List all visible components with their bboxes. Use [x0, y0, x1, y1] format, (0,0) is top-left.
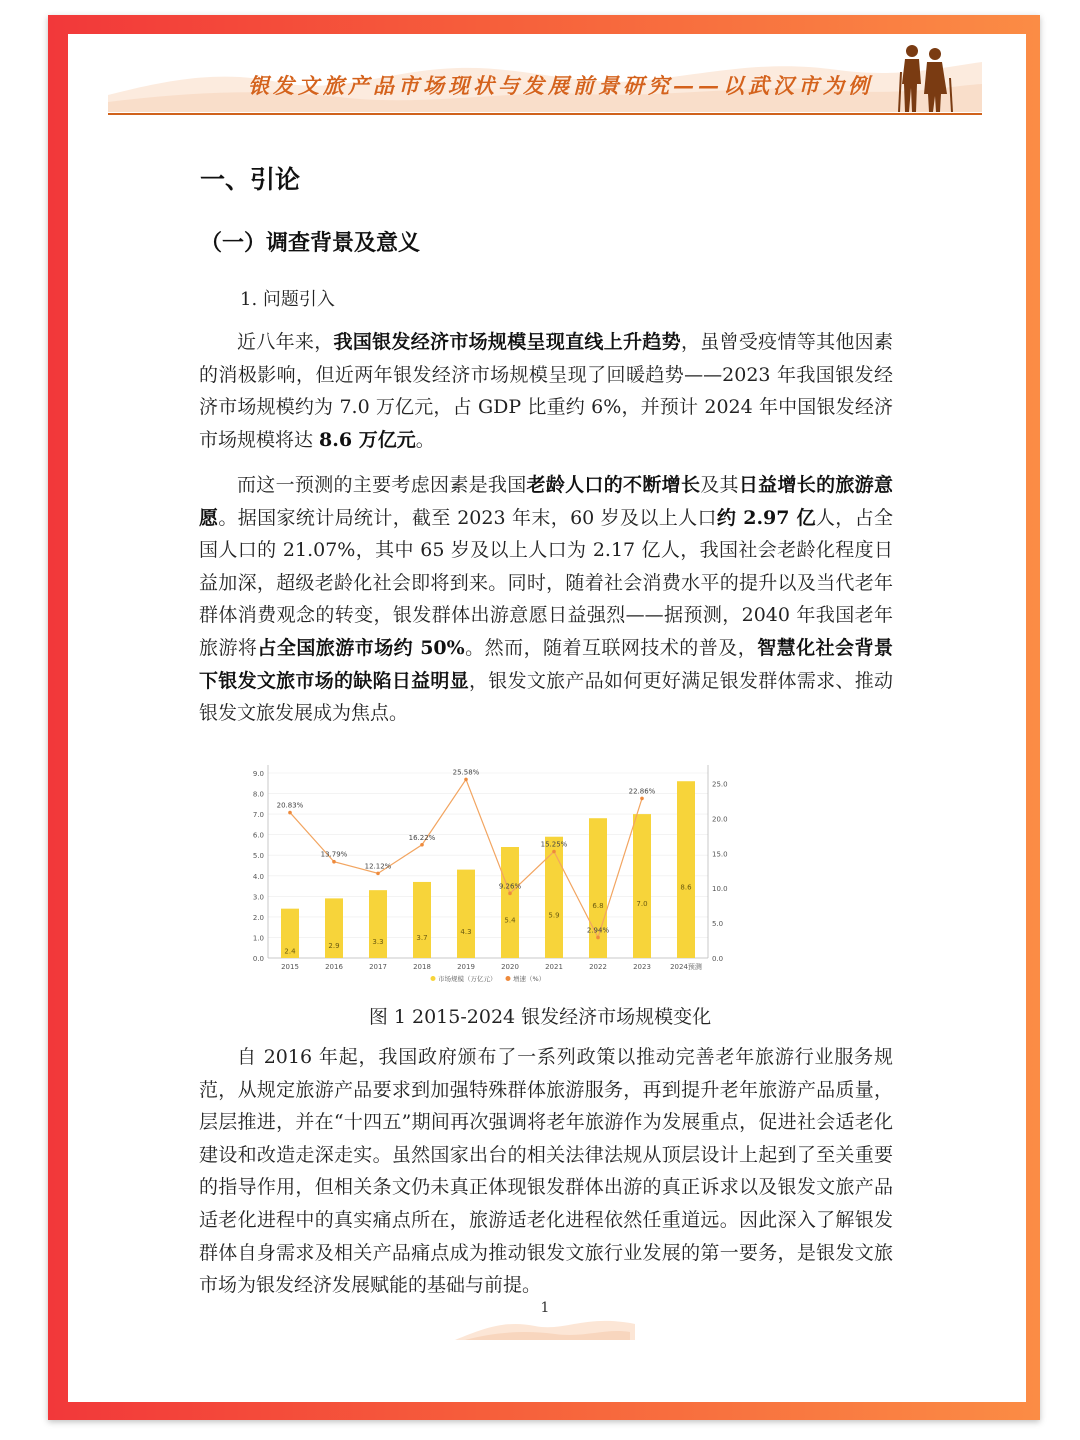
growth-point: [596, 936, 600, 940]
y2-tick-label: 0.0: [712, 955, 724, 963]
growth-value-label: 20.83%: [276, 801, 304, 810]
bar: [413, 882, 431, 958]
header-rule: [108, 113, 982, 115]
p2-bold: 智慧化社会背景下银发文旅市场的缺陷日益明显: [199, 636, 893, 692]
bar-value-label: 5.9: [548, 911, 560, 920]
growth-value-label: 13.79%: [320, 850, 348, 859]
p1-text: ，虽曾受疫情等其他因素的消极影响，但近两年银发经济市场规模呈现了回暖趋势——2023 年我国银发经济市场规模约为 7.0 万亿元，占 GDP 比重约 6%，并预计 2024 年中国银发经济市场规模将达: [199, 331, 893, 451]
p1-text: 。: [415, 428, 435, 451]
y2-tick-label: 20.0: [712, 815, 728, 824]
p1-text: 近八年来，: [237, 331, 334, 353]
y-tick-label: 2.0: [252, 913, 264, 922]
growth-value-label: 25.58%: [452, 768, 480, 777]
p3-text: 自 2016 年起，我国政府颁布了一系列政策以推动完善老年旅游行业服务规范，从规定旅游产品要求到加强特殊群体旅游服务，再到提升老年旅游产品质量，层层推进，并在“十四五”期间再次强调将老年旅游作为发展重点，促进社会适老化建设和改造走深走实。虽然国家出台的相关法律法规从顶层设计上起到了至关重要的指导作用，但相关条文仍未真正体现银发群体出游的真正诉求以及银发文旅产品适老化进程中的真实痛点所在，旅游适老化进程依然任重道远。因此深入了解银发群体自身需求及相关产品痛点成为推动银发文旅行业发展的第一要务，是银发文旅市场为银发经济发展赋能的基础与前提。: [199, 1046, 893, 1297]
growth-point: [552, 850, 556, 854]
growth-value-label: 9.26%: [498, 882, 522, 891]
growth-value-label: 2.94%: [586, 926, 610, 935]
y-tick-label: 3.0: [252, 893, 264, 902]
y2-tick-label: 25.0: [712, 780, 728, 789]
x-tick-label: 2016: [325, 963, 343, 971]
p2-bold: 日益增长的旅游意愿: [199, 474, 893, 529]
bar-value-label: 8.6: [680, 883, 692, 892]
growth-point: [464, 778, 468, 782]
p2-text: 。然而，随着互联网技术的普及，: [464, 636, 758, 659]
bar-value-label: 2.4: [284, 947, 296, 956]
legend-label-line: 增速（%）: [513, 975, 546, 983]
sub-subsection-heading: 1. 问题引入: [240, 289, 335, 310]
section-heading: 一、引论: [200, 165, 301, 194]
growth-point: [508, 892, 512, 896]
x-tick-label: 2017: [369, 963, 387, 971]
legend-label-bar: 市场规模（万亿元）: [438, 975, 497, 983]
p2-text: 而这一预测的主要考虑因素是我国: [237, 474, 527, 496]
y-tick-label: 7.0: [252, 811, 264, 820]
p2-text: 人，占全国人口的 21.07%，其中 65 岁及以上人口为 2.17 亿人，我国社会老龄化程度日益加深，超级老龄化社会即将到来。同时，随着社会消费水平的提升以及当代老年群体消费观念的转变，银发群体出游意愿日益强烈——据预测，2040 年我国老年旅游将: [199, 506, 893, 659]
growth-value-label: 12.12%: [364, 862, 392, 871]
bar-value-label: 6.8: [592, 902, 604, 911]
elderly-couple-icon: [895, 42, 955, 114]
x-tick-label: 2018: [413, 963, 431, 971]
bar-value-label: 3.7: [416, 933, 428, 942]
page-number: 1: [540, 1300, 550, 1316]
p1-bold: 我国银发经济市场规模呈现直线上升趋势: [333, 331, 681, 353]
legend-marker-bar: [431, 976, 436, 981]
p2-bold: 老龄人口的不断增长: [526, 474, 701, 496]
y2-tick-label: 15.0: [712, 850, 728, 859]
growth-value-label: 16.22%: [408, 833, 436, 842]
y2-tick-label: 5.0: [712, 920, 724, 929]
figure-caption: 图 1 2015-2024 银发经济市场规模变化: [368, 1006, 712, 1028]
y-tick-label: 6.0: [252, 831, 264, 840]
header-title: 银发文旅产品市场现状与发展前景研究——以武汉市为例: [248, 73, 873, 98]
x-tick-label: 2015: [281, 963, 299, 971]
legend-marker-line: [506, 976, 511, 981]
y-tick-label: 0.0: [252, 955, 264, 963]
y-tick-label: 9.0: [252, 770, 264, 778]
y-tick-label: 5.0: [252, 852, 264, 861]
market-size-chart: [238, 758, 728, 990]
x-tick-label: 2021: [545, 963, 563, 971]
bar-value-label: 7.0: [636, 900, 648, 909]
paragraph-2: [199, 469, 893, 730]
x-tick-label: 2020: [501, 963, 519, 971]
subsection-heading: （一）调查背景及意义: [200, 231, 421, 256]
bar-value-label: 2.9: [328, 942, 340, 951]
p1-bold: 8.6 万亿元: [319, 428, 416, 451]
paragraph-1: [199, 326, 893, 456]
y-tick-label: 1.0: [252, 934, 264, 943]
y2-tick-label: 10.0: [712, 885, 728, 894]
bar: [501, 847, 519, 958]
p2-text: 。据国家统计局统计，截至 2023 年末，60 岁及以上人口: [218, 506, 717, 529]
running-header: [108, 40, 982, 116]
growth-point: [376, 872, 380, 876]
growth-value-label: 15.25%: [540, 840, 568, 849]
bar: [545, 837, 563, 958]
bar-value-label: 4.3: [460, 927, 472, 936]
bar: [677, 781, 695, 958]
x-tick-label: 2022: [589, 963, 607, 971]
growth-point: [640, 797, 644, 801]
paragraph-3: [199, 1041, 893, 1302]
p2-bold: 占全国旅游市场约 50%: [257, 636, 465, 659]
x-tick-label: 2024预测: [670, 963, 702, 971]
p2-text: 及其: [700, 474, 739, 496]
bar-value-label: 3.3: [372, 938, 384, 947]
bar: [457, 870, 475, 958]
bar: [633, 814, 651, 958]
growth-point: [332, 860, 336, 864]
growth-point: [288, 811, 292, 815]
growth-point: [420, 843, 424, 847]
growth-value-label: 22.86%: [628, 787, 656, 796]
x-tick-label: 2019: [457, 963, 475, 971]
bar: [369, 890, 387, 958]
y-tick-label: 8.0: [252, 790, 264, 799]
x-tick-label: 2023: [633, 963, 651, 971]
y-tick-label: 4.0: [252, 872, 264, 881]
bar-value-label: 5.4: [504, 916, 516, 925]
p2-bold: 约 2.97 亿: [716, 506, 816, 529]
p2-text: ，银发文旅产品如何更好满足银发群体需求、推动银发文旅发展成为焦点。: [199, 669, 893, 725]
